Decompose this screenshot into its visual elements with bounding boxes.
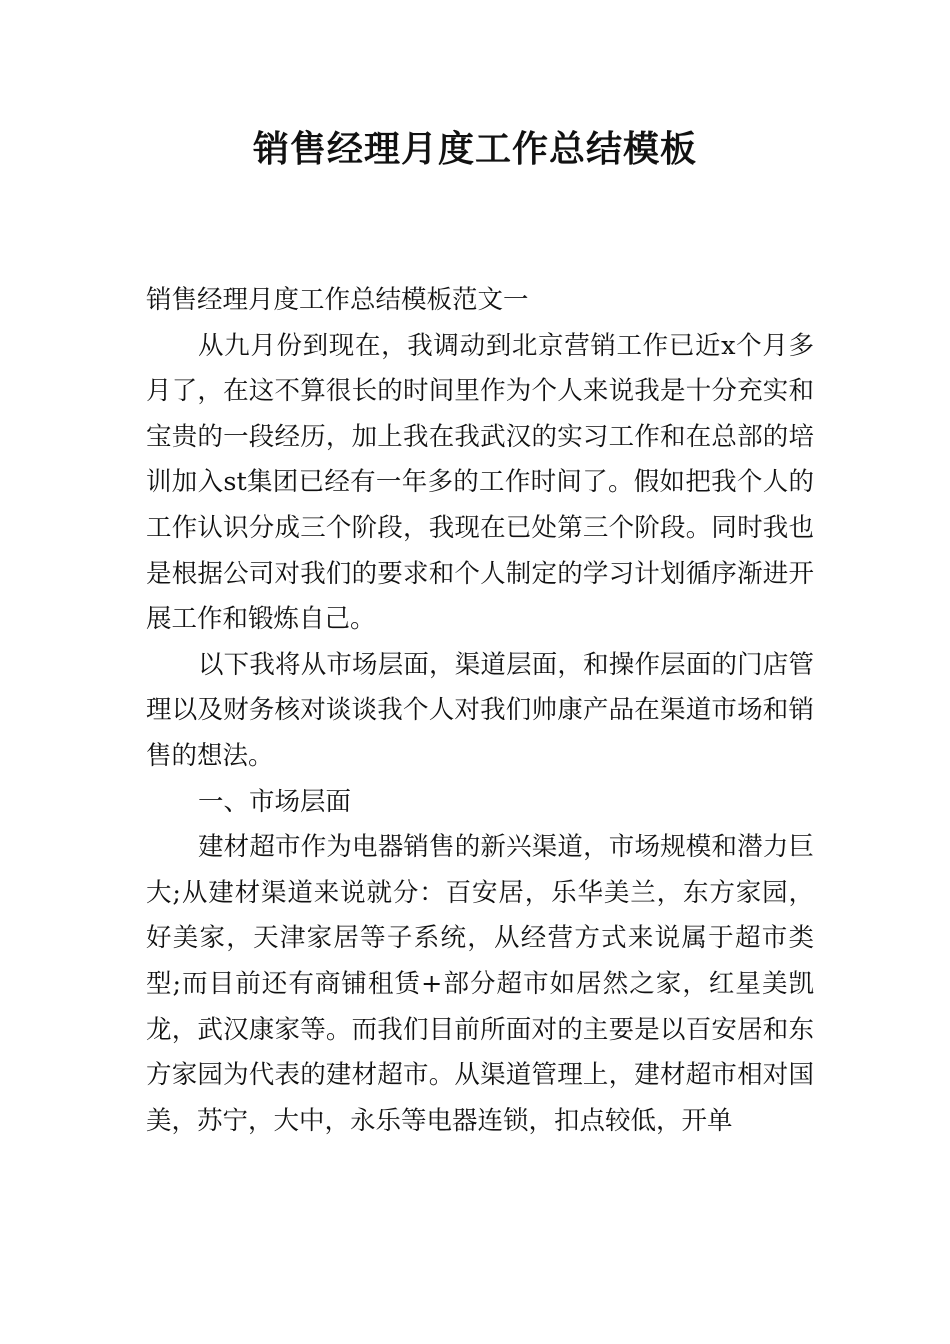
- document-body: [146, 278, 814, 1144]
- paragraph: 以下我将从市场层面，渠道层面，和操作层面的门店管理以及财务核对谈谈我个人对我们帅康产品在渠道市场和销售的想法。: [146, 649, 814, 771]
- section-heading: 销售经理月度工作总结模板范文一: [146, 285, 529, 315]
- document-title: 销售经理月度工作总结模板: [252, 129, 697, 170]
- paragraph: 从九月份到现在，我调动到北京营销工作已近x个月多月了，在这不算很长的时间里作为个人来说我是十分充实和宝贵的一段经历，加上我在我武汉的实习工作和在总部的培训加入st集团已经有一年多的工作时间了。假如把我个人的工作认识分成三个阶段，我现在已处第三个阶段。同时我也是根据公司对我们的要求和个人制定的学习计划循序渐进开展工作和锻炼自己。: [146, 330, 814, 635]
- paragraph: 建材超市作为电器销售的新兴渠道，市场规模和潜力巨大;从建材渠道来说就分：百安居，乐华美兰，东方家园，好美家，天津家居等子系统，从经营方式来说属于超市类型;而目前还有商铺租赁+部分超市如居然之家，红星美凯龙，武汉康家等。而我们目前所面对的主要是以百安居和东方家园为代表的建材超市。从渠道管理上，建材超市相对国美，苏宁，大中，永乐等电器连锁，扣点较低，开单: [146, 832, 814, 1136]
- section-heading: 一、市场层面: [198, 786, 352, 817]
